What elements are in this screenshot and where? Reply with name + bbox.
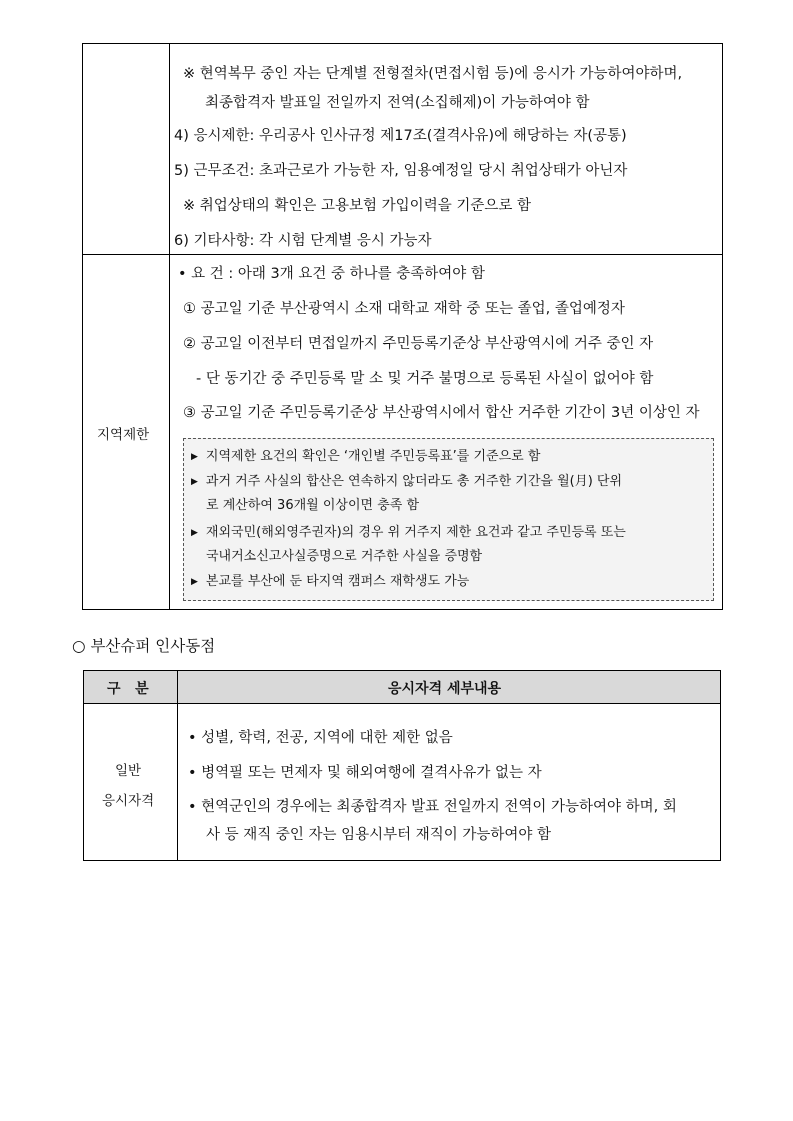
column-header-category: 구 분 <box>107 681 149 697</box>
column-divider <box>177 671 178 860</box>
note-item: ▶ 재외국민(해외영주권자)의 경우 위 거주지 제한 요건과 같고 주민등록 또는 <box>191 525 626 540</box>
category-label-line2: 응시자격 <box>102 793 155 809</box>
row-divider <box>83 254 722 255</box>
category-label-line1: 일반 <box>115 763 142 779</box>
restriction-item: 4) 응시제한: 우리공사 인사규정 제17조(결격사유)에 해당하는 자(공통) <box>174 128 627 144</box>
note-item-cont: 국내거소신고사실증명으로 거주한 사실을 증명함 <box>206 549 483 564</box>
note-item: ▶ 과거 거주 사실의 합산은 연속하지 않더라도 총 거주한 기간을 월(月) 단위 <box>191 474 623 489</box>
region-requirement-2: ② 공고일 이전부터 면접일까지 주민등록기준상 부산광역시에 거주 중인 자 <box>183 336 654 352</box>
employment-note: ※ 취업상태의 확인은 고용보험 가입이력을 기준으로 함 <box>183 198 531 214</box>
qualification-item: • 병역필 또는 면제자 및 해외여행에 결격사유가 없는 자 <box>188 765 542 781</box>
triangle-bullet-icon: ▶ <box>191 452 198 462</box>
military-service-note: ※ 현역복무 중인 자는 단계별 전형절차(면접시험 등)에 응시가 가능하여야하며, <box>183 66 683 82</box>
qualification-item-cont: 사 등 재직 중인 자는 임용시부터 재직이 가능하여야 함 <box>206 827 552 843</box>
triangle-bullet-icon: ▶ <box>191 577 198 587</box>
triangle-bullet-icon: ▶ <box>191 528 198 538</box>
column-divider <box>169 44 170 609</box>
section-title: ○ 부산슈퍼 인사동점 <box>72 637 216 655</box>
qualification-item: • 성별, 학력, 전공, 지역에 대한 제한 없음 <box>188 730 453 746</box>
note-item-cont: 로 계산하여 36개월 이상이면 충족 함 <box>206 498 420 513</box>
region-restriction-label: 지역제한 <box>97 427 150 443</box>
region-requirement-3: ③ 공고일 기준 주민등록기준상 부산광역시에서 합산 거주한 기간이 3년 이상인 자 <box>183 405 700 421</box>
region-requirement-1: ① 공고일 기준 부산광역시 소재 대학교 재학 중 또는 졸업, 졸업예정자 <box>183 301 625 317</box>
region-requirement-2-note: - 단 동기간 중 주민등록 말 소 및 거주 불명으로 등록된 사실이 없어야 함 <box>196 371 654 387</box>
triangle-bullet-icon: ▶ <box>191 477 198 487</box>
note-item: ▶ 지역제한 요건의 확인은 ‘개인별 주민등록표’를 기준으로 함 <box>191 449 541 464</box>
region-requirement-header: • 요 건 : 아래 3개 요건 중 하나를 충족하여야 함 <box>178 266 485 282</box>
other-item: 6) 기타사항: 각 시험 단계별 응시 가능자 <box>174 233 432 249</box>
note-item: ▶ 본교를 부산에 둔 타지역 캠퍼스 재학생도 가능 <box>191 574 470 589</box>
military-service-note-cont: 최종합격자 발표일 전일까지 전역(소집해제)이 가능하여야 함 <box>205 95 590 111</box>
work-condition-item: 5) 근무조건: 초과근로가 가능한 자, 임용예정일 당시 취업상태가 아닌자 <box>174 163 628 179</box>
qualification-item: • 현역군인의 경우에는 최종합격자 발표 전일까지 전역이 가능하여야 하며, 회 <box>188 799 677 815</box>
column-header-details: 응시자격 세부내용 <box>388 681 502 697</box>
